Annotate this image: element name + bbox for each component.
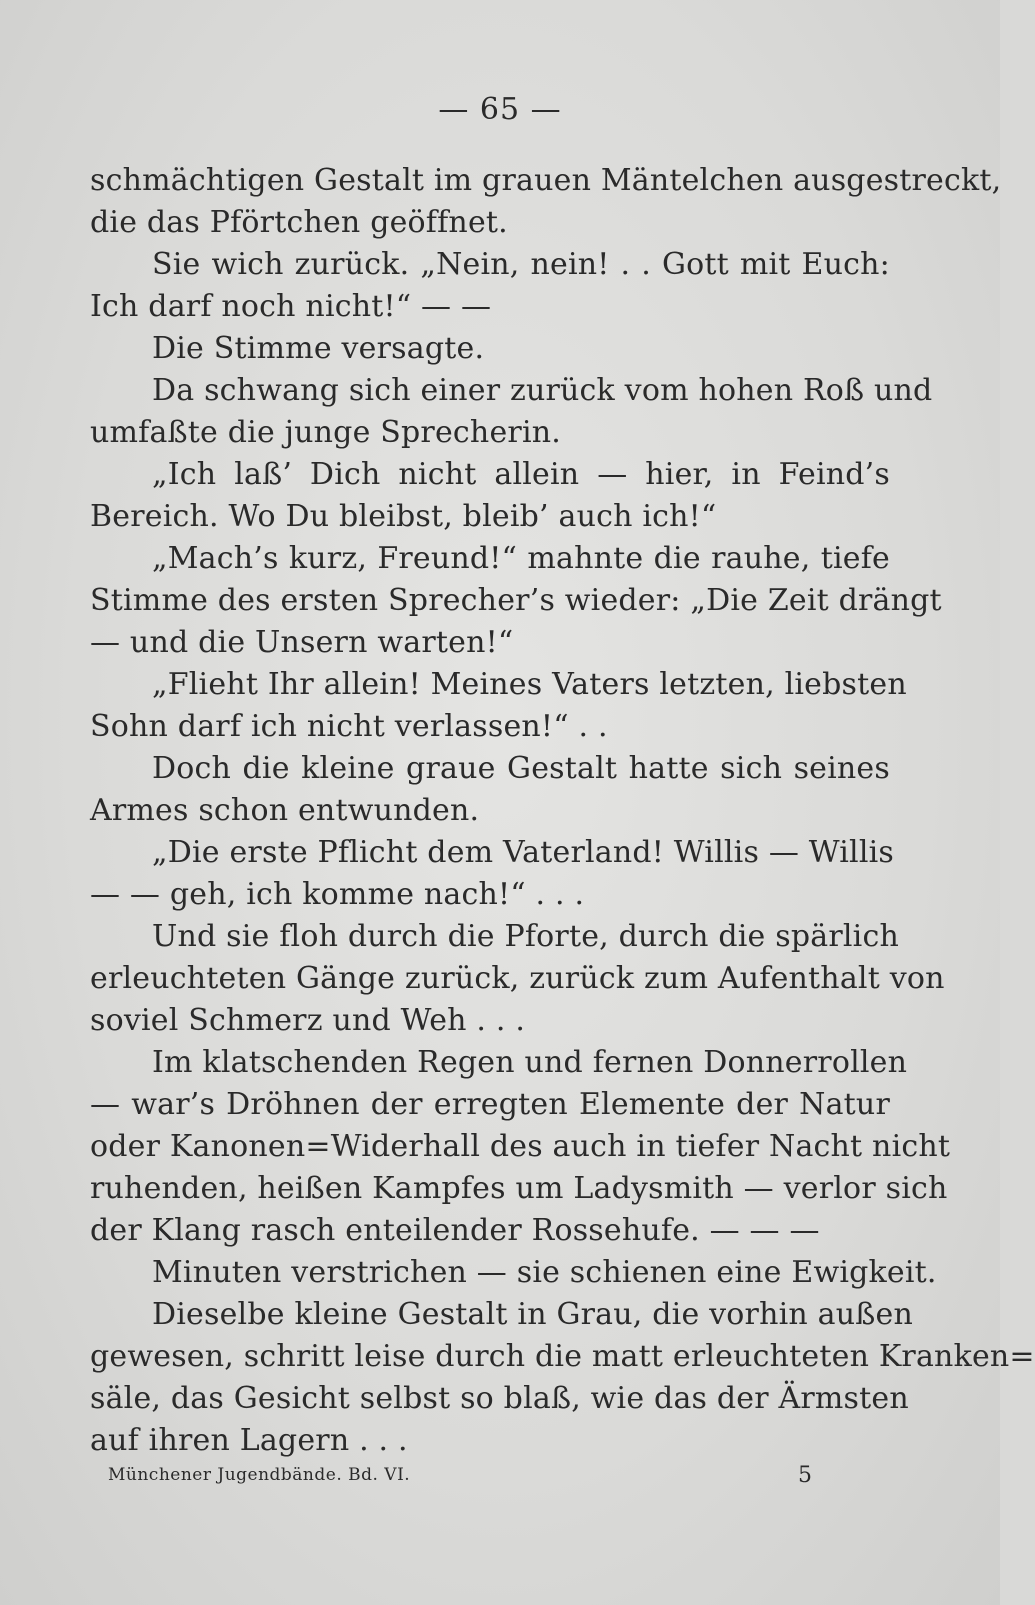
text-line: — war’s Dröhnen der erregten Elemente der Natur (90, 1087, 890, 1122)
text-line: soviel Schmerz und Weh . . . (90, 1003, 526, 1038)
text-line: Bereich. Wo Du bleibst, bleib’ auch ich!“ (90, 499, 717, 534)
text-line: Ich darf noch nicht!“ — — (90, 289, 492, 324)
text-line: Da schwang sich einer zurück vom hohen Roß und (152, 373, 933, 408)
text-line: umfaßte die junge Sprecherin. (90, 415, 561, 450)
text-line: „Die erste Pflicht dem Vaterland! Willis — Willis (152, 835, 895, 870)
text-line: der Klang rasch enteilender Rossehufe. — — — (90, 1213, 820, 1248)
signature-mark: 5 (798, 1463, 813, 1488)
text-line: erleuchteten Gänge zurück, zurück zum Aufenthalt von (90, 961, 945, 996)
text-line: Sie wich zurück. „Nein, nein! . . Gott mit Euch: (152, 247, 890, 282)
text-line: die das Pförtchen geöffnet. (90, 205, 508, 240)
text-line: schmächtigen Gestalt im grauen Mäntelchen ausgestreckt, (90, 163, 1002, 198)
text-line: Armes schon entwunden. (90, 793, 480, 828)
text-line: Dieselbe kleine Gestalt in Grau, die vorhin außen (152, 1297, 913, 1332)
text-line: auf ihren Lagern . . . (90, 1423, 408, 1458)
text-line: Die Stimme versagte. (152, 331, 485, 366)
text-line: Minuten verstrichen — sie schienen eine Ewigkeit. (152, 1255, 937, 1290)
text-line: säle, das Gesicht selbst so blaß, wie das der Ärmsten (90, 1381, 909, 1416)
text-line: gewesen, schritt leise durch die matt erleuchteten Kranken= (90, 1339, 1035, 1374)
text-line: oder Kanonen=Widerhall des auch in tiefer Nacht nicht (90, 1129, 951, 1164)
text-line: Stimme des ersten Sprecher’s wieder: „Die Zeit drängt (90, 583, 942, 618)
text-line: ruhenden, heißen Kampfes um Ladysmith — verlor sich (90, 1171, 948, 1206)
text-line: „Mach’s kurz, Freund!“ mahnte die rauhe, tiefe (152, 541, 890, 576)
body-text (90, 160, 1035, 1462)
text-line: Im klatschenden Regen und fernen Donnerrollen (152, 1045, 908, 1080)
text-line: „Ich laß’ Dich nicht allein — hier, in Feind’s (152, 457, 890, 492)
text-line: Und sie floh durch die Pforte, durch die spärlich (152, 919, 899, 954)
page-footer (108, 1463, 813, 1495)
text-line: — — geh, ich komme nach!“ . . . (90, 877, 585, 912)
text-line: Doch die kleine graue Gestalt hatte sich seines (152, 751, 890, 786)
text-line: Sohn darf ich nicht verlassen!“ . . (90, 709, 608, 744)
text-line: — und die Unsern warten!“ (90, 625, 514, 660)
text-line: „Flieht Ihr allein! Meines Vaters letzten, liebsten (152, 667, 907, 702)
series-title: Münchener Jugendbände. Bd. VI. (108, 1465, 411, 1485)
page-number: — 65 — (438, 92, 562, 127)
